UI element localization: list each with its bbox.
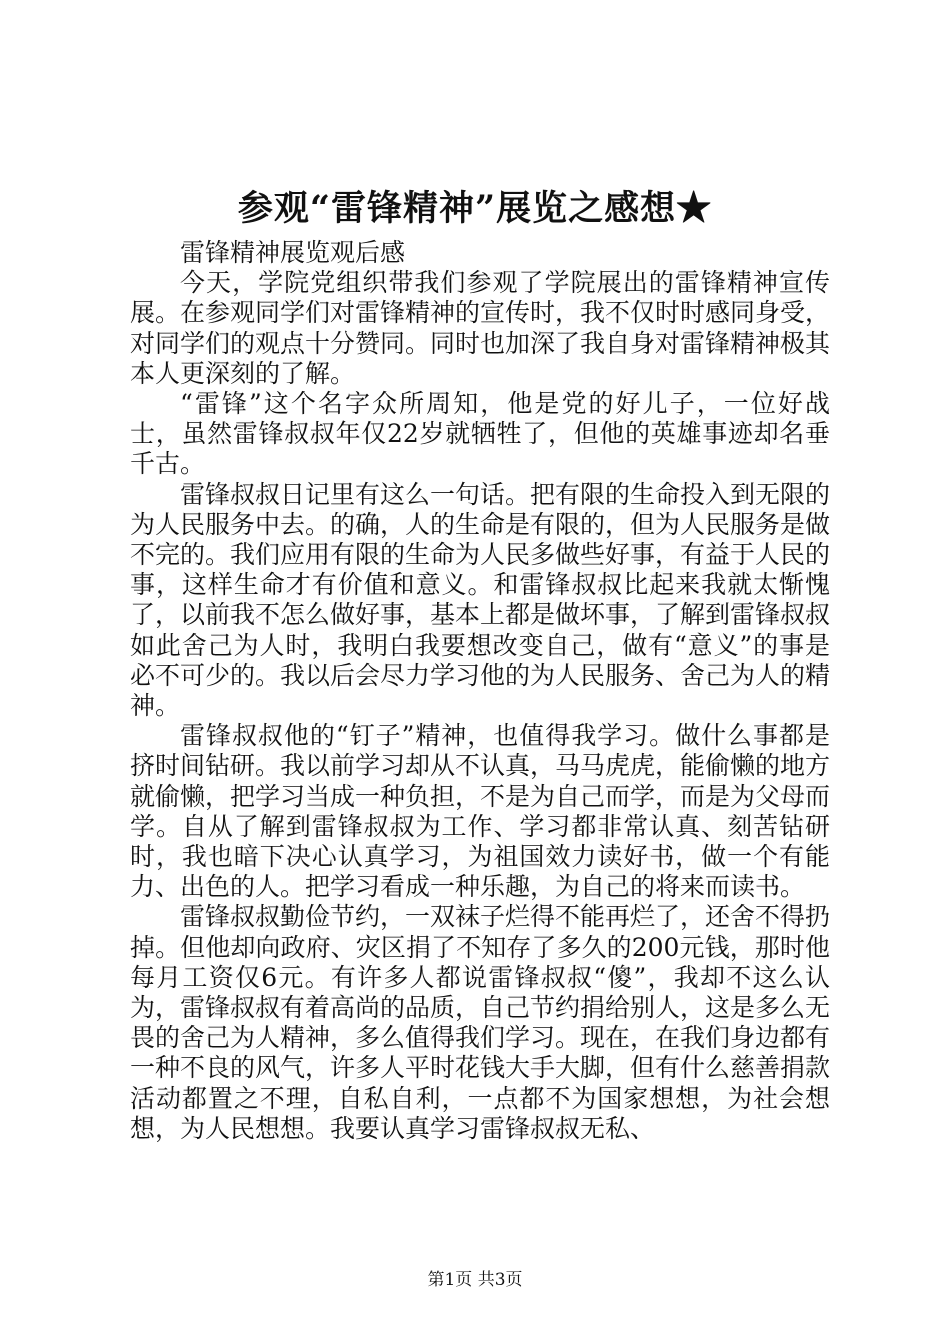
body-paragraph: 雷锋叔叔勤俭节约，一双袜子烂得不能再烂了，还舍不得扔掉。但他却向政府、灾区捐了不知存了多久的200元钱，那时他每月工资仅6元。有许多人都说雷锋叔叔“傻”，我却不这么认为，雷锋叔叔有着高尚的品质，自己节约捐给别人，这是多么无畏的舍己为人精神，多么值得我们学习。现在，在我们身边都有一种不良的风气，许多人平时花钱大手大脚，但有什么慈善捐款活动都置之不理，自私自利，一点都不为国家想想，为社会想想，为人民想想。我要认真学习雷锋叔叔无私、 <box>130 902 831 1143</box>
body-paragraph: 今天，学院党组织带我们参观了学院展出的雷锋精神宣传展。在参观同学们对雷锋精神的宣传时，我不仅时时感同身受，对同学们的观点十分赞同。同时也加深了我自身对雷锋精神极其本人更深刻的了解。 <box>130 268 831 388</box>
body-paragraph: 雷锋叔叔日记里有这么一句话。把有限的生命投入到无限的为人民服务中去。的确，人的生命是有限的，但为人民服务是做不完的。我们应用有限的生命为人民多做些好事，有益于人民的事，这样生命才有价值和意义。和雷锋叔叔比起来我就太惭愧了，以前我不怎么做好事，基本上都是做坏事，了解到雷锋叔叔如此舍己为人时，我明白我要想改变自己，做有“意义”的事是必不可少的。我以后会尽力学习他的为人民服务、舍己为人的精神。 <box>130 479 831 721</box>
document-title: 参观“雷锋精神”展览之感想★ <box>237 188 713 229</box>
document-body <box>130 238 830 1144</box>
body-paragraph: “雷锋”这个名字众所周知，他是党的好儿子，一位好战士，虽然雷锋叔叔年仅22岁就牺牲了，但他的英雄事迹却名垂千古。 <box>130 389 830 479</box>
body-paragraph: 雷锋叔叔他的“钉子”精神，也值得我学习。做什么事都是挤时间钻研。我以前学习却从不认真，马马虎虎，能偷懒的地方就偷懒，把学习当成一种负担，不是为自己而学，而是为父母而学。自从了解到雷锋叔叔为工作、学习都非常认真、刻苦钻研时，我也暗下决心认真学习，为祖国效力读好书，做一个有能力、出色的人。把学习看成一种乐趣，为自己的将来而读书。 <box>130 721 831 902</box>
subtitle-paragraph: 雷锋精神展览观后感 <box>180 238 406 267</box>
page-number-footer: 第1页 共3页 <box>427 1270 523 1290</box>
